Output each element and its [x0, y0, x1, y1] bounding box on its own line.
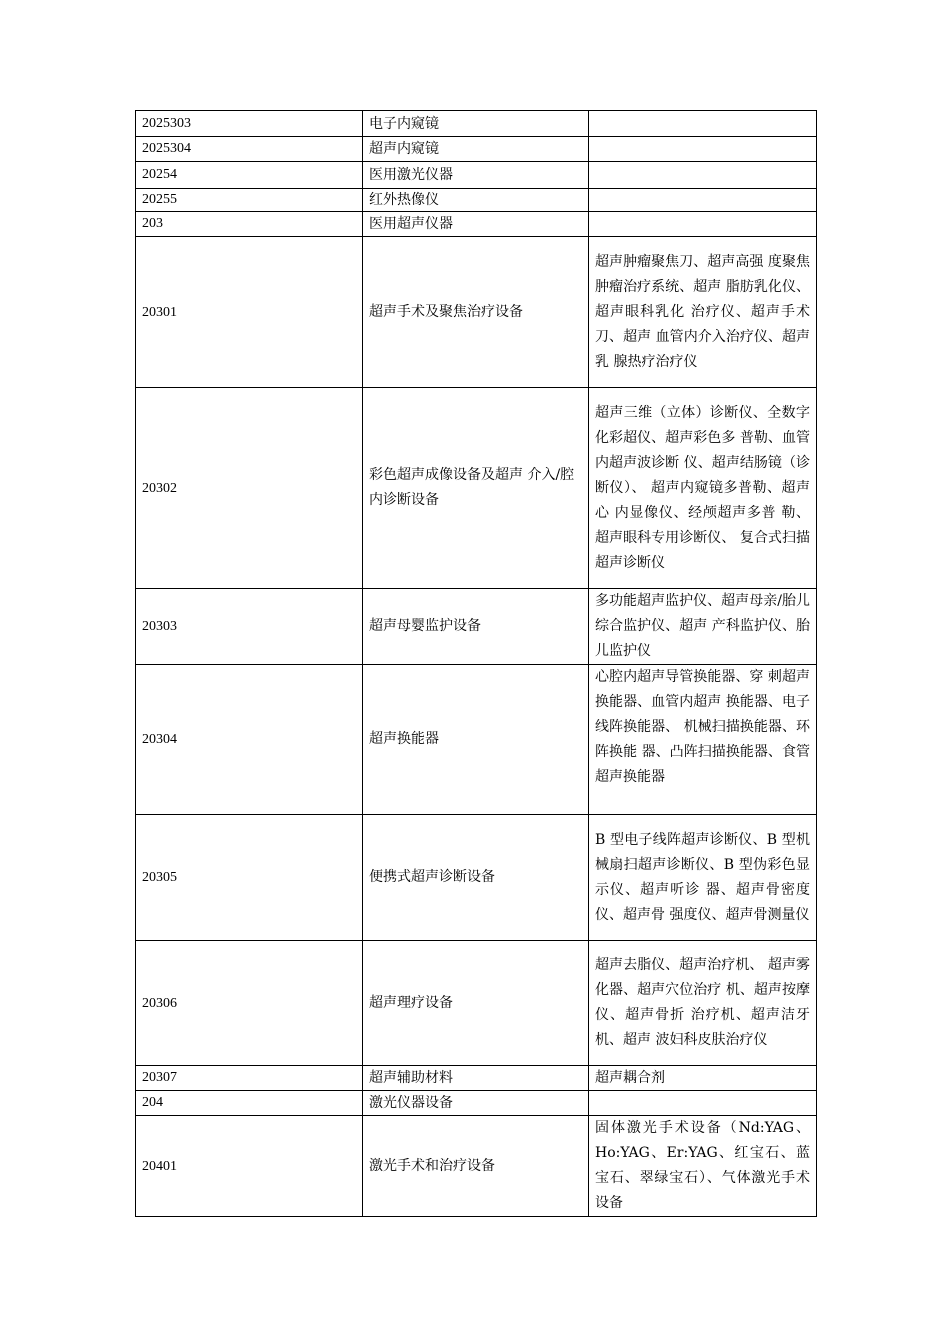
- desc-cell: [589, 212, 817, 237]
- code-cell: 20301: [136, 237, 363, 388]
- table-row: [136, 665, 817, 815]
- desc-cell: 超声肿瘤聚焦刀、超声高强 度聚焦肿瘤治疗系统、超声 脂肪乳化仪、超声眼科乳化 治疗仪、超声手术刀、超声 血管内介入治疗仪、超声乳 腺热疗治疗仪: [589, 237, 817, 388]
- name-cell: 超声内窥镜: [363, 137, 589, 162]
- desc-cell: [589, 162, 817, 189]
- desc-cell: [589, 189, 817, 212]
- code-cell: 20254: [136, 162, 363, 189]
- code-cell: 2025304: [136, 137, 363, 162]
- table-row: [136, 941, 817, 1066]
- code-cell: 20305: [136, 815, 363, 941]
- table-row: [136, 388, 817, 589]
- name-cell: 彩色超声成像设备及超声 介入/腔内诊断设备: [363, 388, 589, 589]
- code-cell: 20401: [136, 1116, 363, 1217]
- table-row: [136, 162, 817, 189]
- desc-cell: [589, 1091, 817, 1116]
- table-row: [136, 1091, 817, 1116]
- desc-cell: 超声去脂仪、超声治疗机、 超声雾化器、超声穴位治疗 机、超声按摩仪、超声骨折 治疗机、超声洁牙机、超声 波妇科皮肤治疗仪: [589, 941, 817, 1066]
- desc-cell: [589, 111, 817, 137]
- desc-cell: 多功能超声监护仪、超声母亲/胎儿综合监护仪、超声 产科监护仪、胎儿监护仪: [589, 589, 817, 665]
- code-cell: 20307: [136, 1066, 363, 1091]
- table-row: [136, 237, 817, 388]
- desc-cell: B 型电子线阵超声诊断仪、B 型机械扇扫超声诊断仪、B 型伪彩色显示仪、超声听诊 器、超声骨密度仪、超声骨 强度仪、超声骨测量仪: [589, 815, 817, 941]
- table-row: [136, 137, 817, 162]
- table-row: [136, 111, 817, 137]
- name-cell: 超声手术及聚焦治疗设备: [363, 237, 589, 388]
- code-cell: 204: [136, 1091, 363, 1116]
- name-cell: 超声理疗设备: [363, 941, 589, 1066]
- table-row: [136, 1116, 817, 1217]
- code-cell: 20255: [136, 189, 363, 212]
- name-cell: 医用激光仪器: [363, 162, 589, 189]
- desc-cell: 固体激光手术设备（Nd:YAG、Ho:YAG、Er:YAG、红宝石、蓝宝石、翠绿宝石）、气体激光手术设备: [589, 1116, 817, 1217]
- code-cell: 20304: [136, 665, 363, 815]
- desc-cell: 超声耦合剂: [589, 1066, 817, 1091]
- name-cell: 医用超声仪器: [363, 212, 589, 237]
- desc-cell: 心腔内超声导管换能器、穿 刺超声换能器、血管内超声 换能器、电子线阵换能器、 机械扫描换能器、环阵换能 器、凸阵扫描换能器、食管 超声换能器: [589, 665, 817, 815]
- name-cell: 便携式超声诊断设备: [363, 815, 589, 941]
- name-cell: 红外热像仪: [363, 189, 589, 212]
- table-row: [136, 189, 817, 212]
- table-row: [136, 589, 817, 665]
- table-row: [136, 815, 817, 941]
- code-cell: 203: [136, 212, 363, 237]
- name-cell: 超声换能器: [363, 665, 589, 815]
- desc-cell: [589, 137, 817, 162]
- desc-cell: 超声三维（立体）诊断仪、全数字化彩超仪、超声彩色多 普勒、血管内超声波诊断 仪、超声结肠镜（诊断仪）、 超声内窥镜多普勒、超声心 内显像仪、经颅超声多普 勒、超声眼科专用诊断仪、 复合式扫描超声诊断仪: [589, 388, 817, 589]
- name-cell: 超声辅助材料: [363, 1066, 589, 1091]
- table-row: [136, 212, 817, 237]
- name-cell: 超声母婴监护设备: [363, 589, 589, 665]
- code-cell: 20303: [136, 589, 363, 665]
- table-row: [136, 1066, 817, 1091]
- name-cell: 电子内窥镜: [363, 111, 589, 137]
- name-cell: 激光仪器设备: [363, 1091, 589, 1116]
- code-cell: 20306: [136, 941, 363, 1066]
- name-cell: 激光手术和治疗设备: [363, 1116, 589, 1217]
- code-cell: 20302: [136, 388, 363, 589]
- code-cell: 2025303: [136, 111, 363, 137]
- catalog-table: [135, 110, 817, 1217]
